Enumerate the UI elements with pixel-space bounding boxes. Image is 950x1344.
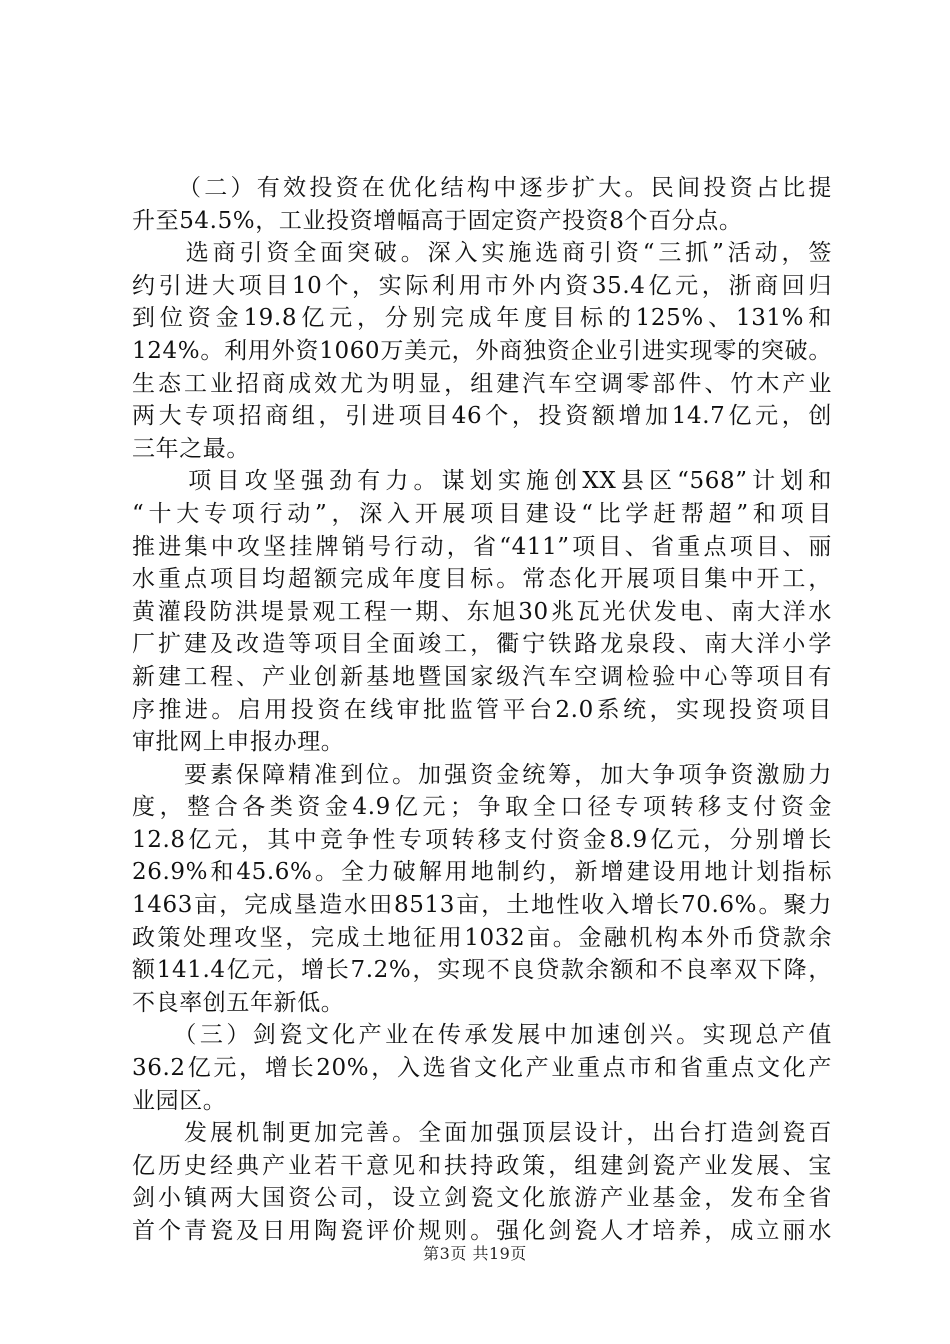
text-line: 约引进大项目10个，实际利用市外内资35.4亿元，浙商回归: [132, 272, 832, 299]
text-line: 26.9%和45.6%。全力破解用地制约，新增建设用地计划指标: [132, 859, 832, 886]
text-line: 业园区。: [132, 1087, 227, 1114]
text-line: 到位资金19.8亿元，分别完成年度目标的125%、131%和: [132, 305, 832, 332]
text-line: 审批网上申报办理。: [132, 729, 345, 756]
text-line: 项目攻坚强劲有力。谋划实施创XX县区“568”计划和: [132, 468, 832, 495]
text-line: 剑小镇两大国资公司，设立剑瓷文化旅游产业基金，发布全省: [132, 1185, 832, 1212]
text-line: 1463亩，完成垦造水田8513亩，土地性收入增长70.6%。聚力: [132, 892, 832, 919]
text-line: 选商引资全面突破。深入实施选商引资“三抓”活动，签: [132, 240, 832, 267]
text-line: 水重点项目均超额完成年度目标。常态化开展项目集中开工，: [132, 566, 832, 593]
text-line: 厂扩建及改造等项目全面竣工，衢宁铁路龙泉段、南大洋小学: [132, 631, 832, 658]
text-line: “十大专项行动”，深入开展项目建设“比学赶帮超”和项目: [132, 500, 832, 527]
text-line: 36.2亿元，增长20%，入选省文化产业重点市和省重点文化产: [132, 1055, 832, 1082]
text-line: 要素保障精准到位。加强资金统筹，加大争项争资激励力: [132, 761, 832, 788]
text-line: 三年之最。: [132, 435, 250, 462]
text-line: 亿历史经典产业若干意见和扶持政策，组建剑瓷产业发展、宝: [132, 1152, 832, 1179]
text-line: 升至54.5%，工业投资增幅高于固定资产投资8个百分点。: [132, 207, 743, 234]
text-line: 额141.4亿元，增长7.2%，实现不良贷款余额和不良率双下降，: [132, 957, 832, 984]
text-line: （三）剑瓷文化产业在传承发展中加速创兴。实现总产值: [132, 1022, 832, 1049]
text-line: 新建工程、产业创新基地暨国家级汽车空调检验中心等项目有: [132, 663, 832, 690]
text-line: 两大专项招商组，引进项目46个，投资额增加14.7亿元，创: [132, 403, 832, 430]
text-line: 推进集中攻坚挂牌销号行动，省“411”项目、省重点项目、丽: [132, 533, 832, 560]
text-line: 首个青瓷及日用陶瓷评价规则。强化剑瓷人才培养，成立丽水: [132, 1218, 832, 1244]
text-line: 度，整合各类资金4.9亿元；争取全口径专项转移支付资金: [132, 794, 832, 821]
text-line: 序推进。启用投资在线审批监管平台2.0系统，实现投资项目: [132, 696, 832, 723]
text-line: 不良率创五年新低。: [132, 989, 345, 1016]
text-line: 124%。利用外资1060万美元，外商独资企业引进实现零的突破。: [132, 337, 832, 364]
text-line: 生态工业招商成效尤为明显，组建汽车空调零部件、竹木产业: [132, 370, 832, 397]
text-line: 12.8亿元，其中竞争性专项转移支付资金8.9亿元，分别增长: [132, 826, 832, 853]
page-footer: 第3页 共19页: [423, 1244, 527, 1263]
text-line: 发展机制更加完善。全面加强顶层设计，出台打造剑瓷百: [132, 1120, 832, 1147]
document-body: [132, 172, 832, 1248]
text-line: 政策处理攻坚，完成土地征用1032亩。金融机构本外币贷款余: [132, 924, 832, 951]
text-line: （二）有效投资在优化结构中逐步扩大。民间投资占比提: [178, 175, 832, 201]
text-line: 黄灌段防洪堤景观工程一期、东旭30兆瓦光伏发电、南大洋水: [132, 598, 832, 625]
